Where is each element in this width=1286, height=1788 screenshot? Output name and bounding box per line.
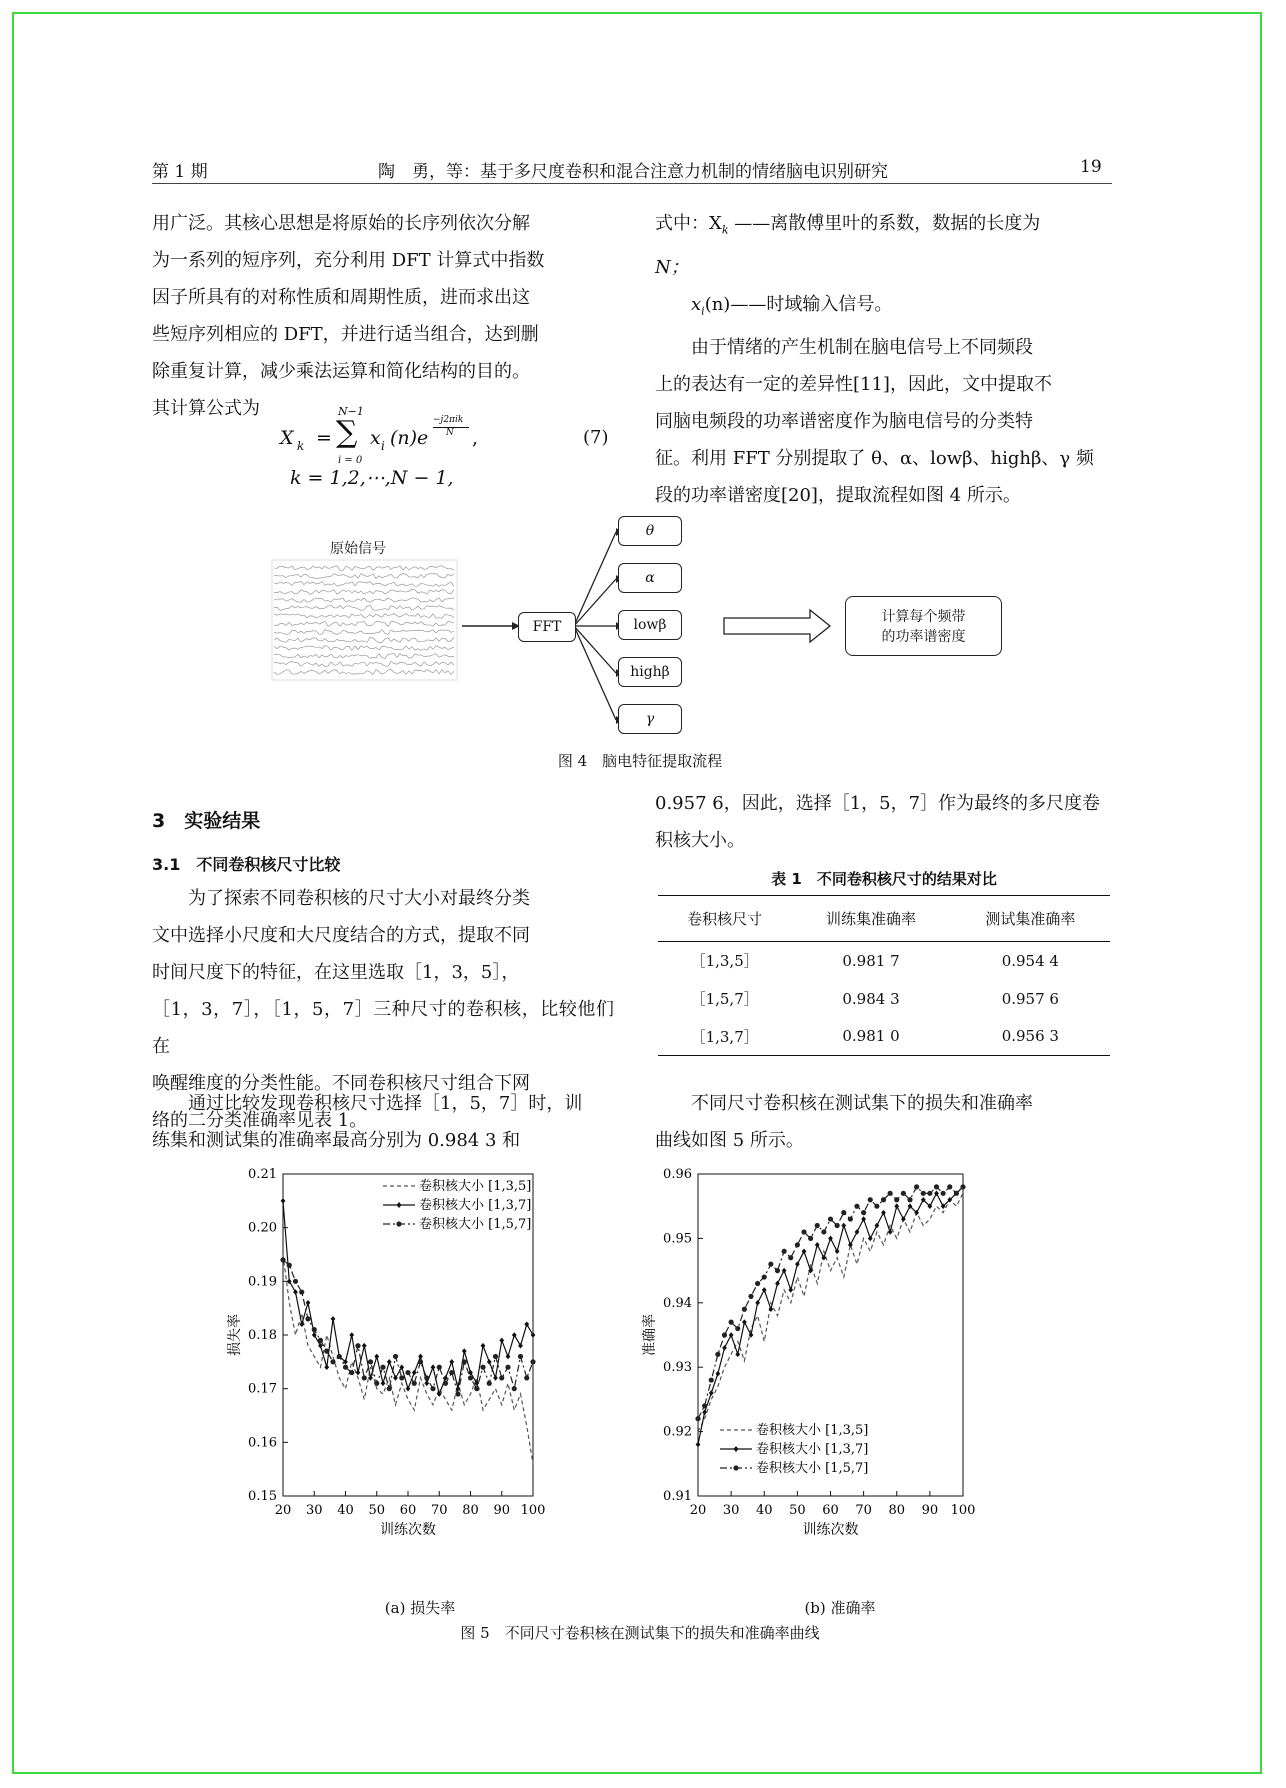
x-tick-label: 100 [520,1503,546,1518]
text-line: $x_i(n)——$时域输入信号。 [691,293,893,318]
data-point [518,1354,523,1359]
text-line: 积核大小。 [655,830,745,851]
running-title: 陶 勇，等：基于多尺度卷积和混合注意力机制的情绪脑电识别研究 [378,162,888,182]
header-rule [152,183,1112,184]
eq-lhs: X [280,427,294,449]
legend-label: 卷积核大小 [1,5,7] [419,1217,532,1232]
accuracy-chart [642,1160,1020,1590]
data-point [888,1191,893,1196]
x-tick-label: 60 [399,1503,417,1518]
data-point [755,1300,760,1306]
text-line: 由于情绪的产生机制在脑电信号上不同频段 [691,337,1033,359]
data-point [709,1377,714,1382]
x-tick-label: 70 [855,1503,872,1518]
data-point [861,1210,866,1215]
eq-term-arg: (n)e [390,427,429,449]
sigma-symbol: ∑ [336,415,358,450]
equation-number: (7) [583,427,609,448]
data-point [960,1184,965,1189]
psd-result-box: 计算每个频带 的功率谱密度 [845,596,1002,656]
data-point [337,1354,342,1359]
text-line: 其计算公式为 [152,398,260,419]
data-point [462,1348,467,1354]
x-axis-label: 训练次数 [380,1522,436,1538]
data-point [815,1223,820,1228]
data-point [821,1229,826,1234]
text-line: 式中：$X_k$ ——离散傅里叶的系数，数据的长度为 [655,213,1041,237]
data-point [782,1249,787,1254]
data-point [722,1332,727,1337]
eq-exponent: −j2πik [433,415,464,425]
data-point [762,1287,767,1293]
data-point [788,1287,793,1293]
table-cell: ［1,5,7］ [690,990,759,1008]
data-point [695,1416,700,1421]
x-tick-label: 80 [888,1503,906,1518]
table-row [658,980,1110,1018]
data-point [399,1375,404,1380]
page-number: 19 [1080,157,1102,177]
data-point [368,1359,373,1364]
data-point [343,1365,348,1370]
data-point [306,1300,311,1306]
data-point [324,1364,329,1370]
data-point [305,1316,310,1321]
data-point [312,1327,317,1332]
y-tick-label: 0.93 [663,1360,692,1376]
data-point [762,1274,767,1279]
data-point [735,1326,740,1331]
text-line: 通过比较发现卷积核尺寸选择［1，5，7］时，训 [188,1093,583,1114]
data-point [901,1191,906,1196]
data-point [381,1381,386,1387]
data-point [462,1359,467,1364]
x-axis-label: 训练次数 [802,1522,859,1538]
x-tick-label: 40 [755,1503,773,1518]
table-header: 训练集准确率 [825,910,916,928]
section3-right-paragraph [655,785,1115,859]
y-tick-label: 0.20 [248,1220,277,1236]
y-tick-label: 0.18 [248,1328,277,1343]
band-box-gamma: γ [618,704,682,734]
data-point [412,1381,417,1386]
data-point [418,1359,423,1364]
eq-upper: N−1 [338,405,364,418]
x-tick-label: 50 [368,1503,386,1518]
data-point [954,1191,959,1196]
x-tick-label: 80 [462,1503,479,1518]
table-cell: 0.981 7 [842,951,900,970]
data-point [868,1197,873,1202]
subcaption-a: (a) 损失率 [384,1599,456,1617]
table-cell: ［1,3,7］ [690,1027,759,1046]
y-tick-label: 0.92 [663,1424,692,1440]
eq-term-sub: i [381,439,385,453]
data-point [748,1294,753,1299]
data-point [293,1279,298,1284]
data-point [405,1370,410,1375]
legend-marker [733,1465,738,1470]
text-line: 为一系列的短序列，充分利用 DFT 计算式中指数 [152,250,545,271]
text-line: 除重复计算，减少乘法运算和简化结构的目的。 [152,361,530,382]
data-point [828,1216,833,1221]
table-cell: 0.956 3 [1001,1027,1059,1046]
x-tick-label: 30 [722,1503,740,1518]
data-point [356,1370,361,1376]
data-point [735,1352,740,1358]
data-point [729,1320,734,1325]
table1 [658,895,1110,1056]
data-point [795,1242,800,1247]
y-axis-label: 准确率 [642,1314,658,1356]
y-tick-label: 0.94 [663,1295,692,1311]
data-point [530,1359,535,1364]
data-point [907,1197,912,1202]
data-point [755,1281,760,1286]
data-point [487,1381,492,1386]
data-point [841,1223,846,1229]
series-line [283,1255,533,1464]
loss-chart [225,1160,645,1590]
data-point [481,1343,486,1349]
data-point [499,1338,504,1344]
data-point [412,1370,417,1376]
text-line: 征。利用 FFT 分别提取了 θ、α、lowβ、highβ、γ 频 [655,448,1094,470]
section-heading: 3 实验结果 [152,810,261,832]
data-point [424,1375,429,1380]
data-point [696,1442,701,1448]
band-box-theta: θ [618,516,682,546]
data-point [841,1210,846,1215]
data-point [449,1359,454,1365]
y-tick-label: 0.96 [663,1167,692,1182]
table-cell: 0.954 4 [1001,951,1059,970]
subcaption-b: (b) 准确率 [804,1599,876,1617]
data-point [281,1198,286,1204]
text-line: 些短序列相应的 DFT，并进行适当组合，达到删 [152,324,539,345]
data-point [702,1409,707,1415]
data-point [362,1343,367,1349]
y-tick-label: 0.17 [248,1381,277,1397]
y-tick-label: 0.21 [248,1167,277,1182]
data-point [914,1184,919,1189]
data-point [393,1354,398,1359]
band-box-lowbeta: lowβ [618,610,682,640]
data-point [505,1365,510,1370]
legend-label: 卷积核大小 [1,3,5] [756,1423,869,1438]
signal-label: 原始信号 [330,541,386,557]
data-point [443,1381,448,1386]
legend-marker [396,1221,401,1226]
y-axis-label: 损失率 [227,1314,243,1356]
right-top-paragraph [655,205,1115,514]
data-point [349,1332,354,1338]
data-point [921,1191,926,1196]
table-row [658,942,1110,980]
data-point [493,1375,498,1381]
data-point [418,1354,423,1360]
fft-box: FFT [518,612,576,642]
table-cell: ［1,3,5］ [690,952,759,971]
data-point [430,1386,435,1391]
data-point [702,1403,707,1408]
data-point [768,1306,773,1312]
data-point [835,1223,840,1228]
data-point [431,1364,436,1370]
data-point [947,1184,952,1189]
fan-arrow [574,626,616,673]
data-point [480,1365,485,1370]
data-point [299,1289,304,1294]
data-point [742,1307,747,1312]
band-box-alpha: α [618,563,682,593]
data-point [801,1229,806,1234]
equation-7 [280,405,620,495]
data-point [406,1386,411,1392]
eq-range: k = 1,2,⋯,N − 1, [290,467,454,489]
legend-label: 卷积核大小 [1,3,7] [756,1442,869,1457]
data-point [368,1375,373,1381]
text-line: 不同尺寸卷积核在测试集下的损失和准确率 [691,1093,1033,1114]
section3-paragraph-2 [152,1085,614,1159]
data-point [374,1381,379,1386]
data-point [449,1370,454,1375]
text-line: 0.957 6，因此，选择［1，5，7］作为最终的多尺度卷 [655,793,1101,814]
data-point [455,1391,460,1396]
table-cell: 0.957 6 [1001,989,1059,1008]
data-point [821,1255,826,1261]
left-top-paragraph [152,205,614,427]
band-box-highbeta: highβ [618,657,682,687]
text-line: 时间尺度下的特征，在这里选取［1，3，5］， [152,962,520,983]
data-point [524,1375,529,1380]
legend-label: 卷积核大小 [1,5,7] [756,1461,869,1476]
text-line: ［1，3，7］，［1，5，7］三种尺寸的卷积核，比较他们在 [152,999,614,1057]
eq-equals: = [316,427,332,449]
data-point [881,1197,886,1202]
fan-arrow [574,626,616,720]
data-point [387,1386,392,1391]
table-cell: 0.984 3 [842,989,900,1008]
figure5-caption: 图 5 不同尺寸卷积核在测试集下的损失和准确率曲线 [460,1624,820,1642]
text-line: 练集和测试集的准确率最高分别为 0.984 3 和 [152,1130,521,1151]
data-point [380,1365,385,1370]
eeg-signal-image [272,560,457,680]
text-line: 络的二分类准确率见表 1。 [152,1110,368,1131]
data-point [287,1263,292,1268]
x-tick-label: 60 [822,1503,839,1518]
eq-term: x [370,427,381,449]
y-tick-label: 0.91 [663,1489,692,1504]
data-point [362,1375,367,1380]
text-line: 同脑电频段的功率谱密度作为脑电信号的分类特 [655,411,1033,433]
legend-label: 卷积核大小 [1,3,7] [419,1198,532,1213]
eq-exponent-den: N [446,428,454,438]
x-tick-label: 100 [950,1503,976,1518]
data-point [828,1236,833,1242]
y-tick-label: 0.16 [248,1435,277,1451]
data-point [499,1375,504,1380]
hollow-arrow-icon [724,610,830,642]
data-point [424,1381,429,1387]
text-line: 曲线如图 5 所示。 [655,1130,804,1151]
data-point [775,1268,780,1273]
y-tick-label: 0.19 [248,1274,277,1290]
y-tick-label: 0.95 [663,1231,692,1247]
data-point [848,1216,853,1221]
data-point [437,1365,442,1370]
data-point [330,1359,335,1364]
data-point [493,1354,498,1359]
legend-label: 卷积核大小 [1,3,5] [419,1179,532,1194]
table-header: 卷积核尺寸 [687,910,763,928]
x-tick-label: 30 [305,1503,323,1518]
data-point [874,1204,879,1209]
table-row [658,1018,1110,1056]
data-point [927,1191,932,1196]
text-line: 唤醒维度的分类性能。不同卷积核尺寸组合下网 [152,1073,530,1094]
issue-number: 第 1 期 [152,162,208,182]
x-tick-label: 50 [789,1503,806,1518]
fan-arrow [574,579,616,626]
data-point [324,1349,329,1354]
data-point [318,1338,323,1343]
text-line: 段的功率谱密度[20]，提取流程如图 4 所示。 [655,485,1021,507]
x-tick-label: 40 [337,1503,354,1518]
data-point [355,1343,360,1348]
data-point [474,1386,479,1391]
x-tick-label: 90 [921,1503,939,1518]
data-point [512,1386,517,1391]
x-tick-label: 70 [430,1503,448,1518]
text-line: 用广泛。其核心思想是将原始的长序列依次分解 [152,213,530,234]
data-point [934,1184,939,1189]
data-point [894,1197,899,1202]
figure4-caption: 图 4 脑电特征提取流程 [557,752,723,770]
legend-marker [397,1202,402,1208]
table-header: 测试集准确率 [985,910,1076,928]
data-point [715,1352,720,1357]
data-point [802,1248,807,1254]
data-point [468,1375,473,1380]
y-tick-label: 0.15 [248,1489,277,1504]
x-tick-label: 90 [493,1503,511,1518]
eq-lower: i = 0 [338,455,363,466]
data-point [808,1236,813,1241]
series-line [698,1193,963,1431]
data-point [941,1191,946,1196]
subsection-heading: 3.1 不同卷积核尺寸比较 [152,855,341,874]
table-cell: 0.981 0 [842,1027,900,1046]
data-point [374,1354,379,1360]
data-point [280,1257,285,1262]
text-line: 文中选择小尺度和大尺度结合的方式，提取不同 [152,925,530,946]
section3-right-paragraph-2 [655,1085,1115,1159]
data-point [506,1354,511,1360]
table1-title: 表 1 不同卷积核尺寸的结果对比 [771,870,997,888]
data-point [487,1359,492,1365]
data-point [387,1359,392,1365]
text-line: 因子所具有的对称性质和周期性质，进而求出这 [152,287,530,308]
x-tick-label: 20 [689,1503,707,1518]
x-tick-label: 20 [274,1503,292,1518]
data-point [715,1371,720,1377]
data-point [768,1262,773,1267]
data-point [331,1316,336,1322]
text-line: N； [655,256,689,278]
legend-marker [734,1446,739,1452]
text-line: 上的表达有一定的差异性[11]，因此，文中提取不 [655,374,1052,396]
data-point [788,1255,793,1260]
data-point [854,1204,859,1209]
data-point [709,1390,714,1396]
eq-lhs-sub: k [297,439,305,453]
eq-comma: , [472,427,479,449]
text-line: 为了探索不同卷积核的尺寸大小对最终分类 [188,888,530,909]
data-point [349,1370,354,1375]
